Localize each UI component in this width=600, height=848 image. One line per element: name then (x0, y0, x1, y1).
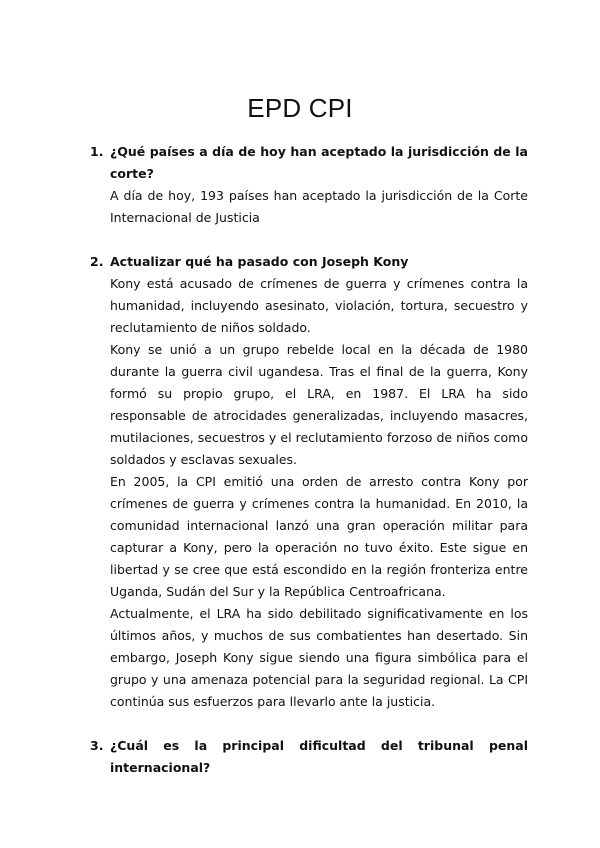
answer-paragraph: Actualmente, el LRA ha sido debilitado significativamente en los últimos años, y muchos de sus combatientes han desertado. Sin embargo, Joseph Kony sigue siendo una figura simbólica para el grupo y una amenaza potencial para la seguridad regional. La CPI continúa sus esfuerzos para llevarlo ante la justicia. (110, 606, 528, 709)
question-number: 2. (90, 254, 104, 269)
answer-paragraph: Kony está acusado de crímenes de guerra y crímenes contra la humanidad, incluyendo asesinato, violación, tortura, secuestro y reclutamiento de niños soldado. (110, 276, 528, 335)
question-1 (90, 141, 528, 229)
page-title: EPD CPI (247, 93, 353, 124)
question-heading: ¿Qué países a día de hoy han aceptado la jurisdicción de la corte? (110, 144, 528, 181)
question-2 (90, 251, 528, 713)
answer-paragraph: Kony se unió a un grupo rebelde local en la década de 1980 durante la guerra civil ugandesa. Tras el final de la guerra, Kony formó su propio grupo, el LRA, en 1987. El LRA ha sido responsable de atrocidades generalizadas, incluyendo masacres, mutilaciones, secuestros y el reclutamiento forzoso de niños como soldados y esclavas sexuales. (110, 342, 528, 467)
question-number: 1. (90, 144, 104, 159)
question-3 (90, 735, 528, 779)
answer-paragraph: En 2005, la CPI emitió una orden de arresto contra Kony por crímenes de guerra y crímenes contra la humanidad. En 2010, la comunidad internacional lanzó una gran operación militar para capturar a Kony, pero la operación no tuvo éxito. Este sigue en libertad y se cree que está escondido en la región fronteriza entre Uganda, Sudán del Sur y la República Centroafricana. (110, 474, 528, 599)
question-heading: Actualizar qué ha pasado con Joseph Kony (110, 254, 409, 269)
question-heading: ¿Cuál es la principal dificultad del tribunal penal internacional? (110, 738, 528, 775)
answer-paragraph: A día de hoy, 193 países han aceptado la jurisdicción de la Corte Internacional de Justicia (110, 188, 528, 225)
question-number: 3. (90, 738, 104, 753)
